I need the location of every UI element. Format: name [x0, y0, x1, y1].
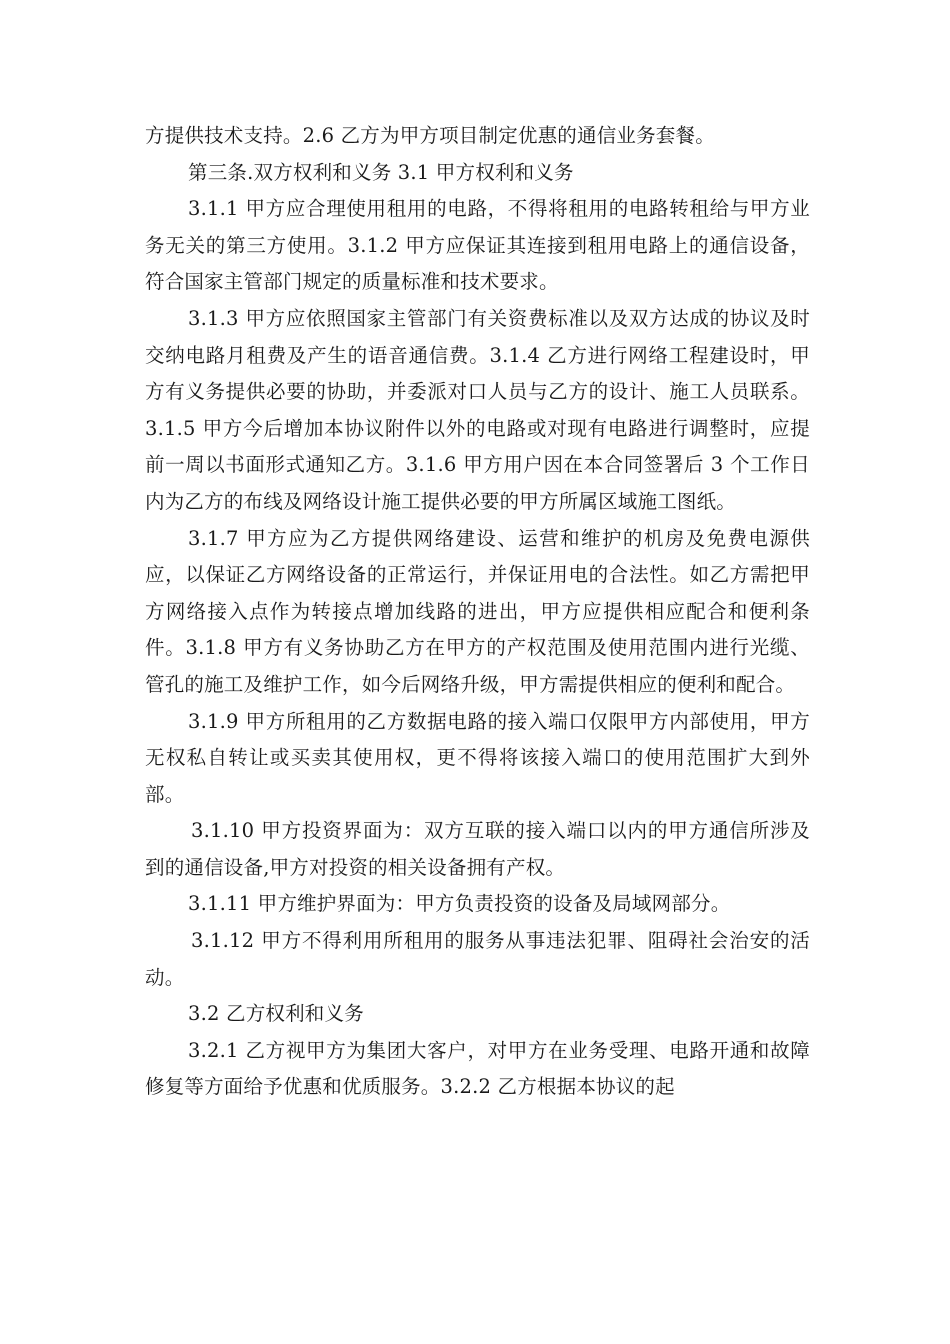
article-three-heading: 第三条.双方权利和义务 3.1 甲方权利和义务	[188, 160, 574, 184]
paragraph-3-1-9: 3.1.9 甲方所租用的乙方数据电路的接入端口仅限甲方内部使用，甲方无权私自转让或买卖其使用权，更不得将该接入端口的使用范围扩大到外部。	[145, 709, 810, 806]
paragraph-3-1-10: 3.1.10 甲方投资界面为：双方互联的接入端口以内的甲方通信所涉及到的通信设备,甲方对投资的相关设备拥有产权。	[145, 819, 810, 879]
paragraph-3-1-1: 3.1.1 甲方应合理使用租用的电路，不得将租用的电路转租给与甲方业务无关的第三方使用。3.1.2 甲方应保证其连接到租用电路上的通信设备，符合国家主管部门规定的质量标准和技术要求。	[145, 197, 810, 294]
paragraph-3-2-1: 3.2.1 乙方视甲方为集团大客户，对甲方在业务受理、电路开通和故障修复等方面给予优惠和优质服务。3.2.2 乙方根据本协议的起	[145, 1038, 810, 1099]
paragraph-continuation: 方提供技术支持。2.6 乙方为甲方项目制定优惠的通信业务套餐。	[145, 124, 715, 147]
section-3-2-heading: 3.2 乙方权利和义务	[188, 1002, 364, 1026]
paragraph-3-1-12: 3.1.12 甲方不得利用所租用的服务从事违法犯罪、阻碍社会治安的活动。	[145, 929, 810, 989]
document-body	[145, 118, 810, 1106]
paragraph-3-1-11: 3.1.11 甲方维护界面为：甲方负责投资的设备及局域网部分。	[188, 892, 731, 916]
paragraph-3-1-3: 3.1.3 甲方应依照国家主管部门有关资费标准以及双方达成的协议及时交纳电路月租费及产生的语音通信费。3.1.4 乙方进行网络工程建设时，甲方有义务提供必要的协助，并委派对口人员与乙方的设计、施工人员联系。3.1.5 甲方今后增加本协议附件以外的电路或对现有电路进行调整时，应提前一周以书面形式通知乙方。3.1.6 甲方用户因在本合同签署后 3 个工作日内为乙方的布线及网络设计施工提供必要的甲方所属区域施工图纸。	[145, 306, 810, 513]
paragraph-3-1-7: 3.1.7 甲方应为乙方提供网络建设、运营和维护的机房及免费电源供应，以保证乙方网络设备的正常运行，并保证用电的合法性。如乙方需把甲方网络接入点作为转接点增加线路的进出，甲方应提供相应配合和便利条件。3.1.8 甲方有义务协助乙方在甲方的产权范围及使用范围内进行光缆、管孔的施工及维护工作，如今后网络升级，甲方需提供相应的便利和配合。	[145, 526, 810, 696]
